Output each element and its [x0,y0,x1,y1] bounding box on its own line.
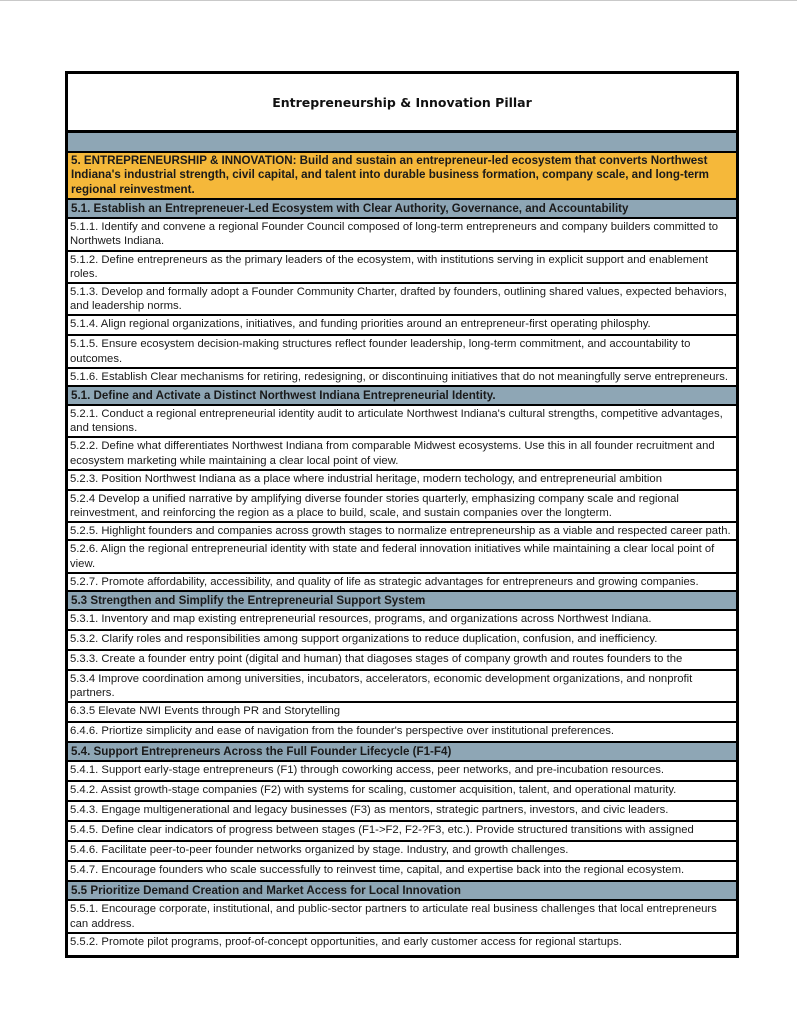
table-row: 5.4.5. Define clear indicators of progress between stages (F1->F2, F2-?F3, etc.). Provide structured transitions with assigned [68,822,736,842]
table-row: 5.3.3. Create a founder entry point (digital and human) that diagoses stages of company growth and routes founders to the [68,651,736,671]
section-heading: 5.5 Prioritize Demand Creation and Market Access for Local Innovation [68,882,736,901]
pillar-statement: 5. ENTREPRENEURSHIP & INNOVATION: Build and sustain an entrepreneur-led ecosystem that converts Northwest Indiana's industrial strength, civil capital, and talent into durable business formation, company scale, and long-term regional reinvestment. [68,153,736,200]
table-row: 6.4.6. Priortize simplicity and ease of navigation from the founder's perspective over institutional preferences. [68,723,736,743]
table-row: 5.2.2. Define what differentiates Northwest Indiana from comparable Midwest ecosystems. Use this in all founder recruitment and ecosystem marketing while maintaining a clear local point of view. [68,438,736,470]
table-row: 5.2.7. Promote affordability, accessibility, and quality of life as strategic advantages for entrepreneurs and growing companies. [68,574,736,592]
header-band [68,133,736,153]
table-row: 5.4.1. Support early-stage entrepreneurs (F1) through coworking access, peer networks, and pre-incubation resources. [68,762,736,782]
table-row: 5.2.1. Conduct a regional entrepreneurial identity audit to articulate Northwest Indiana's cultural strengths, competitive advantages, and tensions. [68,406,736,438]
section-heading: 5.4. Support Entrepreneurs Across the Full Founder Lifecycle (F1-F4) [68,743,736,762]
table-row: 5.4.3. Engage multigenerational and legacy businesses (F3) as mentors, strategic partners, investors, and civic leaders. [68,802,736,822]
table-row: 5.3.1. Inventory and map existing entrepreneurial resources, programs, and organizations across Northwest Indiana. [68,611,736,631]
section-heading: 5.1. Define and Activate a Distinct Northwest Indiana Entrepreneurial Identity. [68,387,736,406]
table-row: 5.1.2. Define entrepreneurs as the primary leaders of the ecosystem, with institutions serving in explicit support and enablement roles. [68,252,736,284]
table-row: 5.1.3. Develop and formally adopt a Founder Community Charter, drafted by founders, outlining shared values, expected behaviors, and leadership norms. [68,284,736,316]
table-row: 5.1.1. Identify and convene a regional Founder Council composed of long-term entrepreneurs and company builders committed to Northwets Indiana. [68,219,736,251]
strategy-sections [68,200,736,955]
section-heading: 5.3 Strengthen and Simplify the Entrepreneurial Support System [68,592,736,611]
page-title: Entrepreneurship & Innovation Pillar [68,74,736,133]
section-heading: 5.1. Establish an Entrepreneuer-Led Ecosystem with Clear Authority, Governance, and Accountability [68,200,736,219]
table-row: 6.3.5 Elevate NWI Events through PR and Storytelling [68,703,736,723]
table-row: 5.2.6. Align the regional entrepreneurial identity with state and federal innovation initiatives while maintaining a clear local point of view. [68,541,736,573]
table-row: 5.1.5. Ensure ecosystem decision-making structures reflect founder leadership, long-term commitment, and accountability to outcomes. [68,336,736,368]
table-row: 5.2.5. Highlight founders and companies across growth stages to normalize entrepreneurship as a viable and respected career path. [68,523,736,541]
table-row: 5.1.4. Align regional organizations, initiatives, and funding priorities around an entrepreneur-first operating philosphy. [68,316,736,336]
table-row: 5.3.4 Improve coordination among universities, incubators, accelerators, economic development organizations, and nonprofit partners. [68,671,736,703]
page-top-rule [0,0,797,1]
table-row: 5.2.4 Develop a unified narrative by amplifying diverse founder stories quarterly, emphasizing company scale and regional reinvestment, and reinforcing the region as a place to build, scale, and sustain companies over the longterm. [68,491,736,523]
table-row: 5.3.2. Clarify roles and responsibilities among support organizations to reduce duplication, confusion, and inefficiency. [68,631,736,651]
table-row: 5.4.2. Assist growth-stage companies (F2) with systems for scaling, customer acquisition, talent, and operational maturity. [68,782,736,802]
table-row: 5.4.7. Encourage founders who scale successfully to reinvest time, capital, and expertise back into the regional ecosystem. [68,862,736,882]
table-row: 5.1.6. Establish Clear mechanisms for retiring, redesigning, or discontinuing initiatives that do not meaningfully serve entrepreneurs. [68,369,736,387]
table-row: 5.4.6. Facilitate peer-to-peer founder networks organized by stage. Industry, and growth challenges. [68,842,736,862]
table-row: 5.5.2. Promote pilot programs, proof-of-concept opportunities, and early customer access for regional startups. [70,935,622,948]
pillar-table [65,71,739,958]
table-row: 5.5.1. Encourage corporate, institutional, and public-sector partners to articulate real business challenges that local entrepreneurs can address. [68,901,736,933]
table-row: 5.2.3. Position Northwest Indiana as a place where industrial heritage, modern techology, and entrepreneurial ambition [68,471,736,491]
